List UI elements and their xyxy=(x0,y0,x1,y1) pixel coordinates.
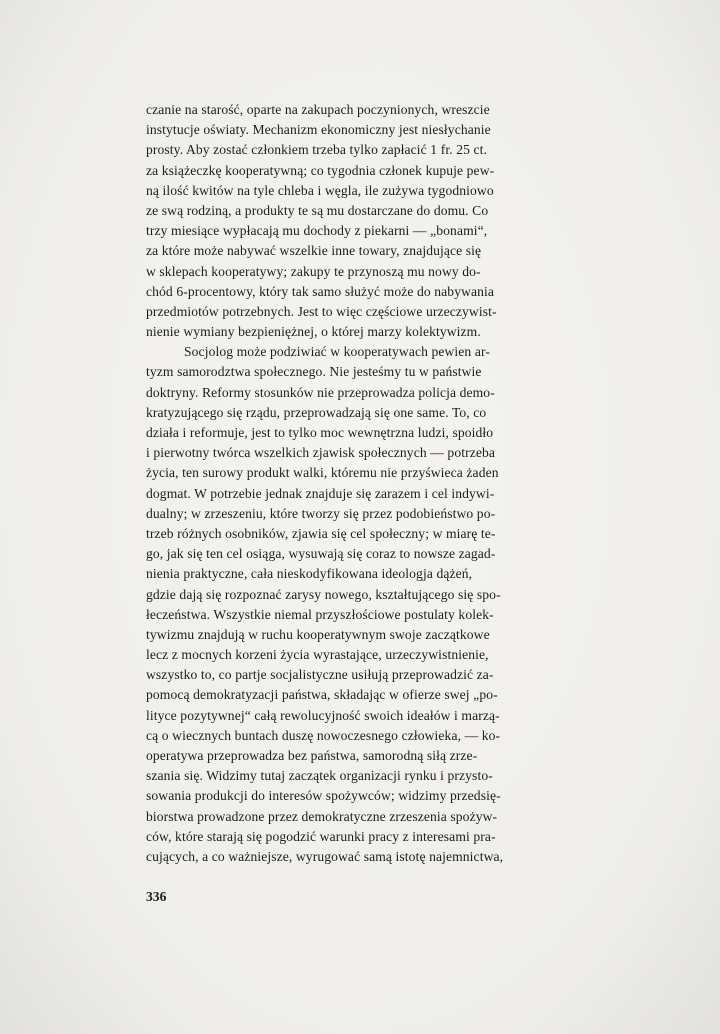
text-line: kratyzującego się rządu, przeprowadzają się one same. To, co xyxy=(146,404,487,420)
text-line: lityce pozytywnej“ całą rewolucyjność swoich ideałów i marzą- xyxy=(146,707,500,723)
text-line: szania się. Widzimy tutaj zaczątek organizacji rynku i przysto- xyxy=(146,768,493,784)
body-text xyxy=(146,100,628,867)
text-line: operatywa przeprowadza bez państwa, samorodną siłą zrze- xyxy=(146,748,478,763)
text-line: za książeczkę kooperatywną; co tygodnia członek kupuje pew- xyxy=(146,162,495,178)
text-line: trzeb różnych osobników, zjawia się cel społeczny; w miarę te- xyxy=(146,525,496,541)
text-line: chód 6-procentowy, który tak samo służyć może do nabywania xyxy=(146,283,495,299)
text-line: nienie wymiany bezpieniężnej, o której marzy kolektywizm. xyxy=(146,324,481,340)
text-line: w sklepach kooperatywy; zakupy te przynoszą mu nowy do- xyxy=(146,263,481,279)
text-line: dogmat. W potrzebie jednak znajduje się zarazem i cel indywi- xyxy=(146,485,495,501)
paragraph-start-line: Socjolog może podziwiać w kooperatywach pewien ar- xyxy=(184,344,490,360)
text-line: sowania produkcji do interesów spożywców; widzimy przedsię- xyxy=(146,788,501,804)
text-line: ze swą rodziną, a produkty te są mu dostarczane do domu. Co xyxy=(146,202,489,218)
text-line: działa i reformuje, jest to tylko moc wewnętrzna ludzi, spoidło xyxy=(146,425,494,440)
text-line: za które może nabywać wszelkie inne towary, znajdujące się xyxy=(146,243,482,259)
text-line: gdzie dają się rozpoznać zarysy nowego, kształtującego się spo- xyxy=(146,586,501,602)
page-number: 336 xyxy=(146,889,167,904)
text-line: ną ilość kwitów na tyle chleba i węgla, ile zużywa tygodniowo xyxy=(146,182,494,198)
text-line: instytucje oświaty. Mechanizm ekonomiczny jest niesłychanie xyxy=(146,122,491,138)
text-line: prosty. Aby zostać członkiem trzeba tylko zapłacić 1 fr. 25 ct. xyxy=(146,142,487,158)
text-line: tyzm samorodztwa społecznego. Nie jesteśmy tu w państwie xyxy=(146,364,482,380)
text-line: nienia praktyczne, cała nieskodyfikowana ideologja dążeń, xyxy=(146,566,473,582)
text-line: cujących, a co ważniejsze, wyrugować samą istotę najemnictwa, xyxy=(146,848,504,864)
text-line: doktryny. Reformy stosunków nie przeprowadza policja demo- xyxy=(146,384,495,400)
text-line: dualny; w zrzeszeniu, które tworzy się przez podobieństwo po- xyxy=(146,505,496,521)
text-line: życia, ten surowy produkt walki, któremu nie przyświeca żaden xyxy=(146,465,499,481)
text-line: lecz z mocnych korzeni życia wyrastające, urzeczywistnienie, xyxy=(146,647,489,663)
text-line: trzy miesiące wypłacają mu dochody z piekarni — „bonami“, xyxy=(146,223,488,239)
text-line: pomocą demokratyzacji państwa, składając w ofierze swej „po- xyxy=(146,687,498,703)
text-line: wszystko to, co partje socjalistyczne usiłują przeprowadzić za- xyxy=(146,667,494,683)
text-line: przedmiotów potrzebnych. Jest to więc częściowe urzeczywist- xyxy=(146,303,497,319)
text-line: i pierwotny twórca wszelkich zjawisk społecznych — potrzeba xyxy=(146,445,496,461)
text-line: tywizmu znajdują w ruchu kooperatywnym swoje zaczątkowe xyxy=(146,626,490,642)
text-line: cą o wiecznych buntach duszę nowoczesnego człowieka, — ko- xyxy=(146,727,501,743)
text-line: ców, które starają się pogodzić warunki pracy z interesami pra- xyxy=(146,828,496,844)
text-line: go, jak się ten cel osiąga, wysuwają się coraz to nowsze zagad- xyxy=(146,546,496,562)
text-line: biorstwa prowadzone przez demokratyczne zrzeszenia spożyw- xyxy=(146,808,498,824)
text-line: czanie na starość, oparte na zakupach poczynionych, wreszcie xyxy=(146,102,490,117)
text-line: łeczeństwa. Wszystkie niemal przyszłościowe postulaty kolek- xyxy=(146,606,494,622)
